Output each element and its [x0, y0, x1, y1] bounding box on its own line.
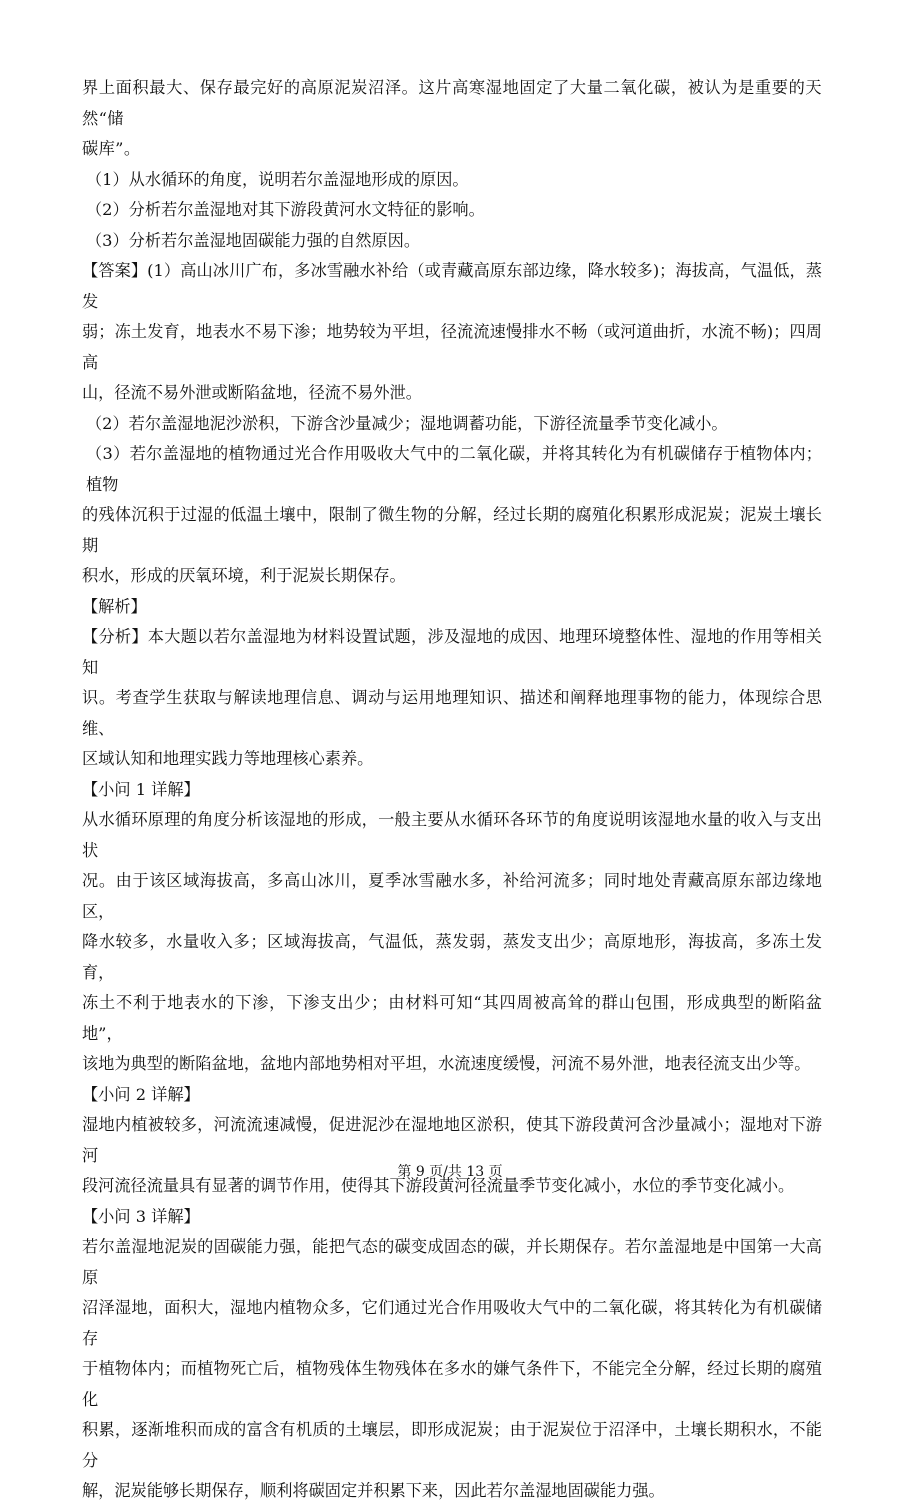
sub-question-3-line: 积累，逐渐堆积而成的富含有机质的土壤层，即形成泥炭；由于泥炭位于沼泽中，土壤长期积水，不能分 [82, 1420, 822, 1470]
sub-question-1-line: 冻土不利于地表水的下渗，下渗支出少；由材料可知“其四周被高耸的群山包围，形成典型的断陷盆地”， [82, 993, 822, 1043]
sub-question-2-line: 段河流径流量具有显著的调节作用，使得其下游段黄河径流量季节变化减小，水位的季节变化减小。 [82, 1176, 795, 1195]
sub-question-1-line: 降水较多，水量收入多；区域海拔高，气温低，蒸发弱，蒸发支出少；高原地形，海拔高，多冻土发育， [82, 932, 822, 982]
sub-question-1-line: 该地为典型的断陷盆地，盆地内部地势相对平坦，水流速度缓慢，河流不易外泄，地表径流支出少等。 [82, 1054, 811, 1073]
answer-part-2: （2）若尔盖湿地泥沙淤积，下游含沙量减少；湿地调蓄功能，下游径流量季节变化减小。 [86, 413, 728, 433]
question-2: （2）分析若尔盖湿地对其下游段黄河水文特征的影响。 [86, 200, 485, 219]
question-1: （1）从水循环的角度，说明若尔盖湿地形成的原因。 [86, 169, 469, 189]
answer-part-3-line: 的残体沉积于过湿的低温土壤中，限制了微生物的分解，经过长期的腐殖化积累形成泥炭；泥炭土壤长期 [82, 505, 822, 555]
analysis-line: 【分析】本大题以若尔盖湿地为材料设置试题，涉及湿地的成因、地理环境整体性、湿地的作用等相关知 [82, 627, 822, 677]
analysis-line: 识。考查学生获取与解读地理信息、调动与运用地理知识、描述和阐释地理事物的能力，体现综合思维、 [82, 688, 822, 738]
answer-line: 【答案】(1）高山冰川广布，多冰雪融水补给（或青藏高原东部边缘，降水较多)；海拔高，气温低，蒸发 [82, 261, 822, 311]
answer-line: 弱；冻土发育，地表水不易下渗；地势较为平坦，径流流速慢排水不畅（或河道曲折，水流不畅)；四周高 [82, 322, 822, 372]
answer-line: 山，径流不易外泄或断陷盆地，径流不易外泄。 [82, 383, 422, 402]
intro-line: 碳库”。 [82, 139, 141, 158]
sub-question-1-line: 从水循环原理的角度分析该湿地的形成，一般主要从水循环各环节的角度说明该湿地水量的收入与支出状 [82, 810, 822, 860]
page-footer: 第 9 页/共 13 页 [397, 1164, 503, 1180]
analysis-heading: 【解析】 [82, 596, 147, 616]
analysis-line: 区域认知和地理实践力等地理核心素养。 [82, 749, 374, 768]
sub-question-3-line: 于植物体内；而植物死亡后，植物残体生物残体在多水的嫌气条件下，不能完全分解，经过长期的腐殖化 [82, 1359, 822, 1409]
sub-question-3-line: 沼泽湿地，面积大，湿地内植物众多，它们通过光合作用吸收大气中的二氧化碳，将其转化为有机碳储存 [82, 1298, 822, 1348]
sub-question-3-line: 若尔盖湿地泥炭的固碳能力强，能把气态的碳变成固态的碳，并长期保存。若尔盖湿地是中国第一大高原 [82, 1237, 822, 1287]
sub-question-2-heading: 【小问 2 详解】 [82, 1084, 200, 1104]
sub-question-3-heading: 【小问 3 详解】 [82, 1206, 200, 1226]
sub-question-3-line: 解，泥炭能够长期保存，顺利将碳固定并积累下来，因此若尔盖湿地固碳能力强。 [82, 1481, 665, 1500]
sub-question-2-line: 湿地内植被较多，河流流速减慢，促进泥沙在湿地地区淤积，使其下游段黄河含沙量减小；湿地对下游河 [82, 1115, 822, 1165]
page-content [82, 73, 822, 1507]
sub-question-1-line: 况。由于该区域海拔高，多高山冰川，夏季冰雪融水多，补给河流多；同时地处青藏高原东部边缘地区， [82, 871, 822, 921]
question-3: （3）分析若尔盖湿地固碳能力强的自然原因。 [86, 230, 421, 250]
sub-question-1-heading: 【小问 1 详解】 [82, 779, 200, 799]
answer-part-3-line: 积水，形成的厌氧环境，利于泥炭长期保存。 [82, 566, 406, 585]
answer-part-3-line: （3）若尔盖湿地的植物通过光合作用吸收大气中的二氧化碳，并将其转化为有机碳储存于植物体内；植物 [86, 444, 822, 494]
intro-line: 界上面积最大、保存最完好的高原泥炭沼泽。这片高寒湿地固定了大量二氧化碳，被认为是重要的天然“储 [82, 78, 822, 128]
